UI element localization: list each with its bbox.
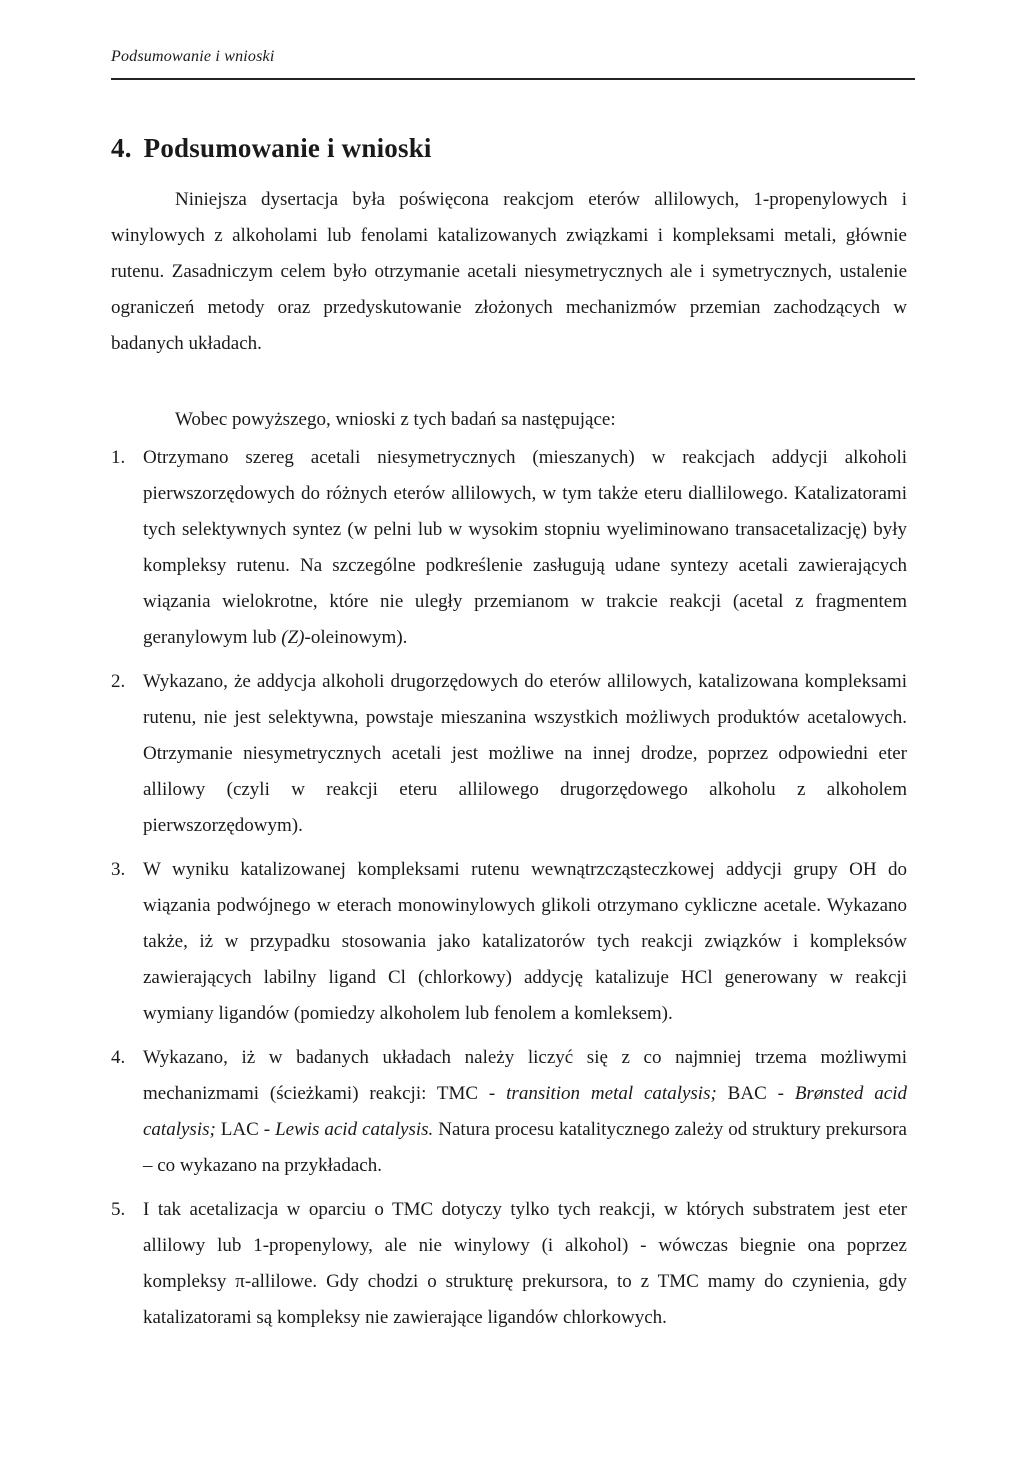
conclusions-list bbox=[111, 440, 907, 1344]
conclusions-lead: Wobec powyższego, wnioski z tych badań sa następujące: bbox=[175, 409, 616, 430]
list-marker: 3. bbox=[111, 859, 126, 880]
conclusion-item-2 bbox=[111, 664, 907, 844]
conclusion-item-3 bbox=[111, 852, 907, 1032]
conclusion-item-1 bbox=[111, 440, 907, 656]
conclusion-text: -oleinowym). bbox=[304, 627, 408, 648]
conclusion-text: I tak acetalizacja w oparciu o TMC dotyczy tylko tych reakcji, w których substratem jest eter allilowy lub 1-propenylowy, ale nie winylowy (i alkohol) - wówczas biegnie ona poprzez kompleksy π-allilowe. Gdy chodzi o strukturę prekursora, to z TMC mamy do czynienia, gdy katalizatorami są kompleksy nie zawierające ligandów chlorkowych. bbox=[143, 1199, 907, 1328]
header-rule bbox=[111, 78, 915, 80]
list-marker: 1. bbox=[111, 447, 126, 468]
conclusion-italic: transition metal catalysis; bbox=[506, 1083, 717, 1104]
conclusion-text: Wykazano, iż w badanych układach należy liczyć się z co najmniej trzema możliwymi mechanizmami (ścieżkami) reakcji: TMC - bbox=[143, 1047, 907, 1104]
conclusion-text: Natura procesu katalitycznego zależy od struktury prekursora – co wykazano na przykładach. bbox=[143, 1119, 907, 1176]
list-marker: 2. bbox=[111, 671, 126, 692]
conclusion-text: LAC - bbox=[215, 1119, 276, 1140]
conclusion-italic: Lewis acid catalysis. bbox=[275, 1119, 434, 1140]
intro-paragraph: Niniejsza dysertacja była poświęcona reakcjom eterów allilowych, 1-propenylowych i winylowych z alkoholami lub fenolami katalizowanych związkami i kompleksami metali, głównie rutenu. Zasadniczym celem było otrzymanie acetali niesymetrycznych ale i symetrycznych, ustalenie ograniczeń metody oraz przedyskutowanie złożonych mechanizmów przemian zachodzących w badanych układach. bbox=[111, 189, 907, 354]
conclusion-text: BAC - bbox=[716, 1083, 795, 1104]
conclusion-text: W wyniku katalizowanej kompleksami rutenu wewnątrzcząsteczkowej addycji grupy OH do wiązania podwójnego w eterach monowinylowych glikoli otrzymano cykliczne acetale. Wykazano także, iż w przypadku stosowania jako katalizatorów tych reakcji związków i kompleksów zawierających labilny ligand Cl (chlorkowy) addycję katalizuje HCl generowany w reakcji wymiany ligandów (pomiedzy alkoholem lub fenolem a komleksem). bbox=[143, 859, 907, 1024]
conclusion-text: Otrzymano szereg acetali niesymetrycznych (mieszanych) w reakcjach addycji alkoholi pierwszorzędowych do różnych eterów allilowych, w tym także eteru diallilowego. Katalizatorami tych selektywnych syntez (w pelni lub w wysokim stopniu wyeliminowano transacetalizację) były kompleksy rutenu. Na szczególne podkreślenie zasługują udane syntezy acetali zawierających wiązania wielokrotne, które nie uległy przemianom w trakcie reakcji (acetal z fragmentem geranylowym lub bbox=[143, 447, 907, 648]
section-title-text: Podsumowanie i wnioski bbox=[143, 133, 432, 163]
list-marker: 5. bbox=[111, 1199, 126, 1220]
section-number: 4. bbox=[111, 133, 132, 163]
conclusion-italic: Brønsted acid catalysis; bbox=[143, 1083, 907, 1140]
section-title bbox=[111, 133, 432, 164]
conclusion-italic: (Z) bbox=[281, 627, 305, 648]
list-marker: 4. bbox=[111, 1047, 126, 1068]
running-header: Podsumowanie i wnioski bbox=[111, 48, 275, 65]
conclusion-item-5 bbox=[111, 1192, 907, 1336]
conclusion-text: Wykazano, że addycja alkoholi drugorzędowych do eterów allilowych, katalizowana kompleksami rutenu, nie jest selektywna, powstaje mieszanina wszystkich możliwych produktów acetalowych. Otrzymanie niesymetrycznych acetali jest możliwe na innej drodze, poprzez odpowiedni eter allilowy (czyli w reakcji eteru allilowego drugorzędowego alkoholu z alkoholem pierwszorzędowym). bbox=[143, 671, 907, 836]
conclusion-item-4 bbox=[111, 1040, 907, 1184]
